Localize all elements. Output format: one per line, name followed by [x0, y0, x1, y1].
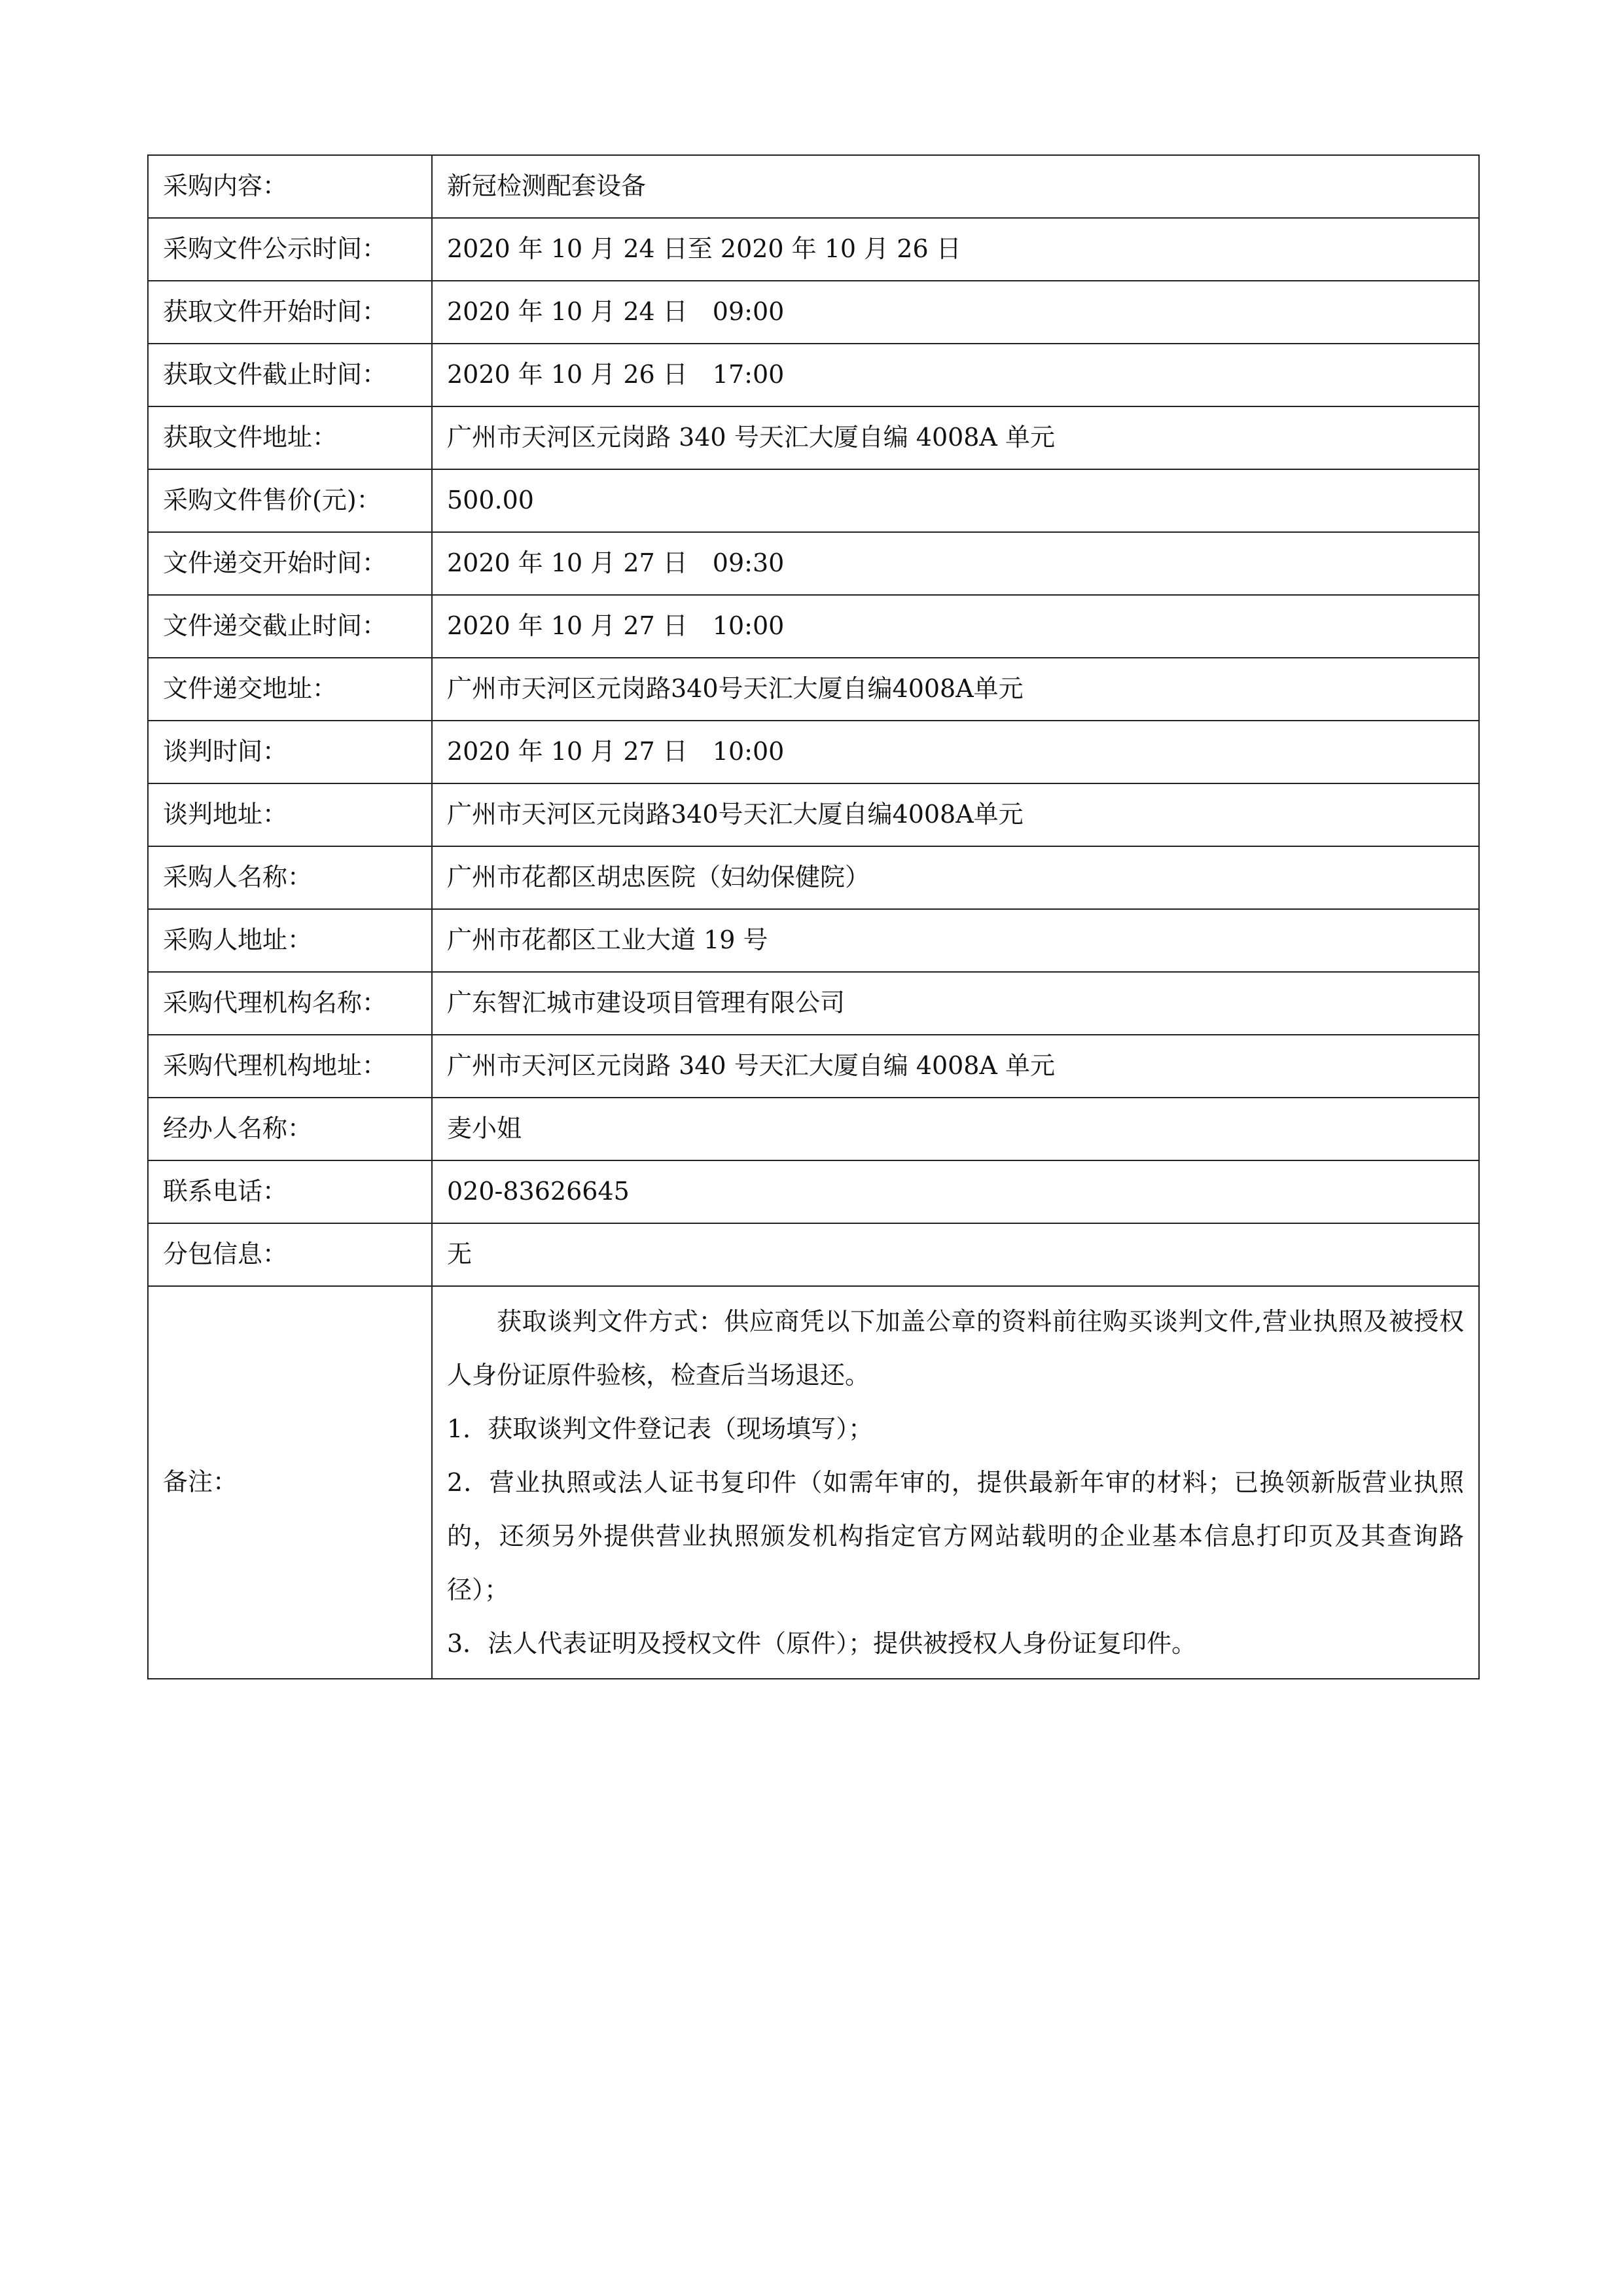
table-row-purchaser-name [148, 846, 1479, 909]
row-label: 获取文件地址： [148, 406, 432, 469]
row-label: 谈判时间： [148, 721, 432, 783]
row-label: 采购人名称： [148, 846, 432, 909]
row-value: 广州市天河区元岗路340号天汇大厦自编4008A单元 [432, 658, 1479, 721]
table-row-document-price [148, 469, 1479, 532]
row-value: 广州市花都区工业大道 19 号 [432, 909, 1479, 972]
table-row-submission-deadline [148, 595, 1479, 658]
row-value: 广州市花都区胡忠医院（妇幼保健院） [432, 846, 1479, 909]
row-label: 采购文件公示时间： [148, 218, 432, 281]
remark-paragraph: 3．法人代表证明及授权文件（原件）；提供被授权人身份证复印件。 [447, 1629, 1197, 1658]
remark-paragraph: 1．获取谈判文件登记表（现场填写）； [447, 1414, 874, 1443]
table-row-agency-address [148, 1035, 1479, 1098]
row-label: 文件递交地址： [148, 658, 432, 721]
row-label: 采购内容： [148, 155, 432, 218]
table-row-negotiation-time [148, 721, 1479, 783]
row-label: 获取文件开始时间： [148, 281, 432, 344]
row-label: 文件递交截止时间： [148, 595, 432, 658]
row-value: 2020 年 10 月 27 日 09:30 [432, 532, 1479, 595]
row-label: 采购代理机构地址： [148, 1035, 432, 1098]
row-value: 麦小姐 [432, 1098, 1479, 1160]
table-row-agency-name [148, 972, 1479, 1035]
table-row-purchaser-address [148, 909, 1479, 972]
table-row-contact-phone [148, 1160, 1479, 1223]
row-label: 谈判地址： [148, 783, 432, 846]
procurement-info-table [147, 154, 1480, 1679]
row-value: 500.00 [432, 469, 1479, 532]
table-row-obtain-start [148, 281, 1479, 344]
row-value: 2020 年 10 月 24 日至 2020 年 10 月 26 日 [432, 218, 1479, 281]
row-value: 2020 年 10 月 27 日 10:00 [432, 721, 1479, 783]
row-label: 联系电话： [148, 1160, 432, 1223]
row-label: 经办人名称： [148, 1098, 432, 1160]
table-row-handler-name [148, 1098, 1479, 1160]
row-label: 采购文件售价(元)： [148, 469, 432, 532]
row-label: 获取文件截止时间： [148, 344, 432, 406]
row-value: 2020 年 10 月 27 日 10:00 [432, 595, 1479, 658]
table-row-negotiation-address [148, 783, 1479, 846]
row-label: 分包信息： [148, 1223, 432, 1286]
table-row-procurement-content [148, 155, 1479, 218]
table-row-obtain-deadline [148, 344, 1479, 406]
table-row-submission-start [148, 532, 1479, 595]
remark-paragraph: 获取谈判文件方式：供应商凭以下加盖公章的资料前往购买谈判文件,营业执照及被授权人身份证原件验核，检查后当场退还。 [447, 1307, 1464, 1390]
table-row-obtain-address [148, 406, 1479, 469]
row-value: 广州市天河区元岗路340号天汇大厦自编4008A单元 [432, 783, 1479, 846]
row-value: 无 [432, 1223, 1479, 1286]
row-label: 采购人地址： [148, 909, 432, 972]
table-row-publicity-period [148, 218, 1479, 281]
table-row-lot-info [148, 1223, 1479, 1286]
table-row-submission-address [148, 658, 1479, 721]
remarks-content [432, 1286, 1479, 1679]
row-value: 2020 年 10 月 24 日 09:00 [432, 281, 1479, 344]
row-label: 采购代理机构名称： [148, 972, 432, 1035]
table-row-remarks [148, 1286, 1479, 1679]
row-value: 2020 年 10 月 26 日 17:00 [432, 344, 1479, 406]
row-value: 广州市天河区元岗路 340 号天汇大厦自编 4008A 单元 [432, 1035, 1479, 1098]
row-value: 广东智汇城市建设项目管理有限公司 [432, 972, 1479, 1035]
row-value: 新冠检测配套设备 [432, 155, 1479, 218]
row-value: 广州市天河区元岗路 340 号天汇大厦自编 4008A 单元 [432, 406, 1479, 469]
remarks-label: 备注： [148, 1286, 432, 1679]
remark-paragraph: 2．营业执照或法人证书复印件（如需年审的，提供最新年审的材料；已换领新版营业执照的，还须另外提供营业执照颁发机构指定官方网站载明的企业基本信息打印页及其查询路径）； [447, 1468, 1464, 1604]
row-label: 文件递交开始时间： [148, 532, 432, 595]
row-value: 020-83626645 [432, 1160, 1479, 1223]
